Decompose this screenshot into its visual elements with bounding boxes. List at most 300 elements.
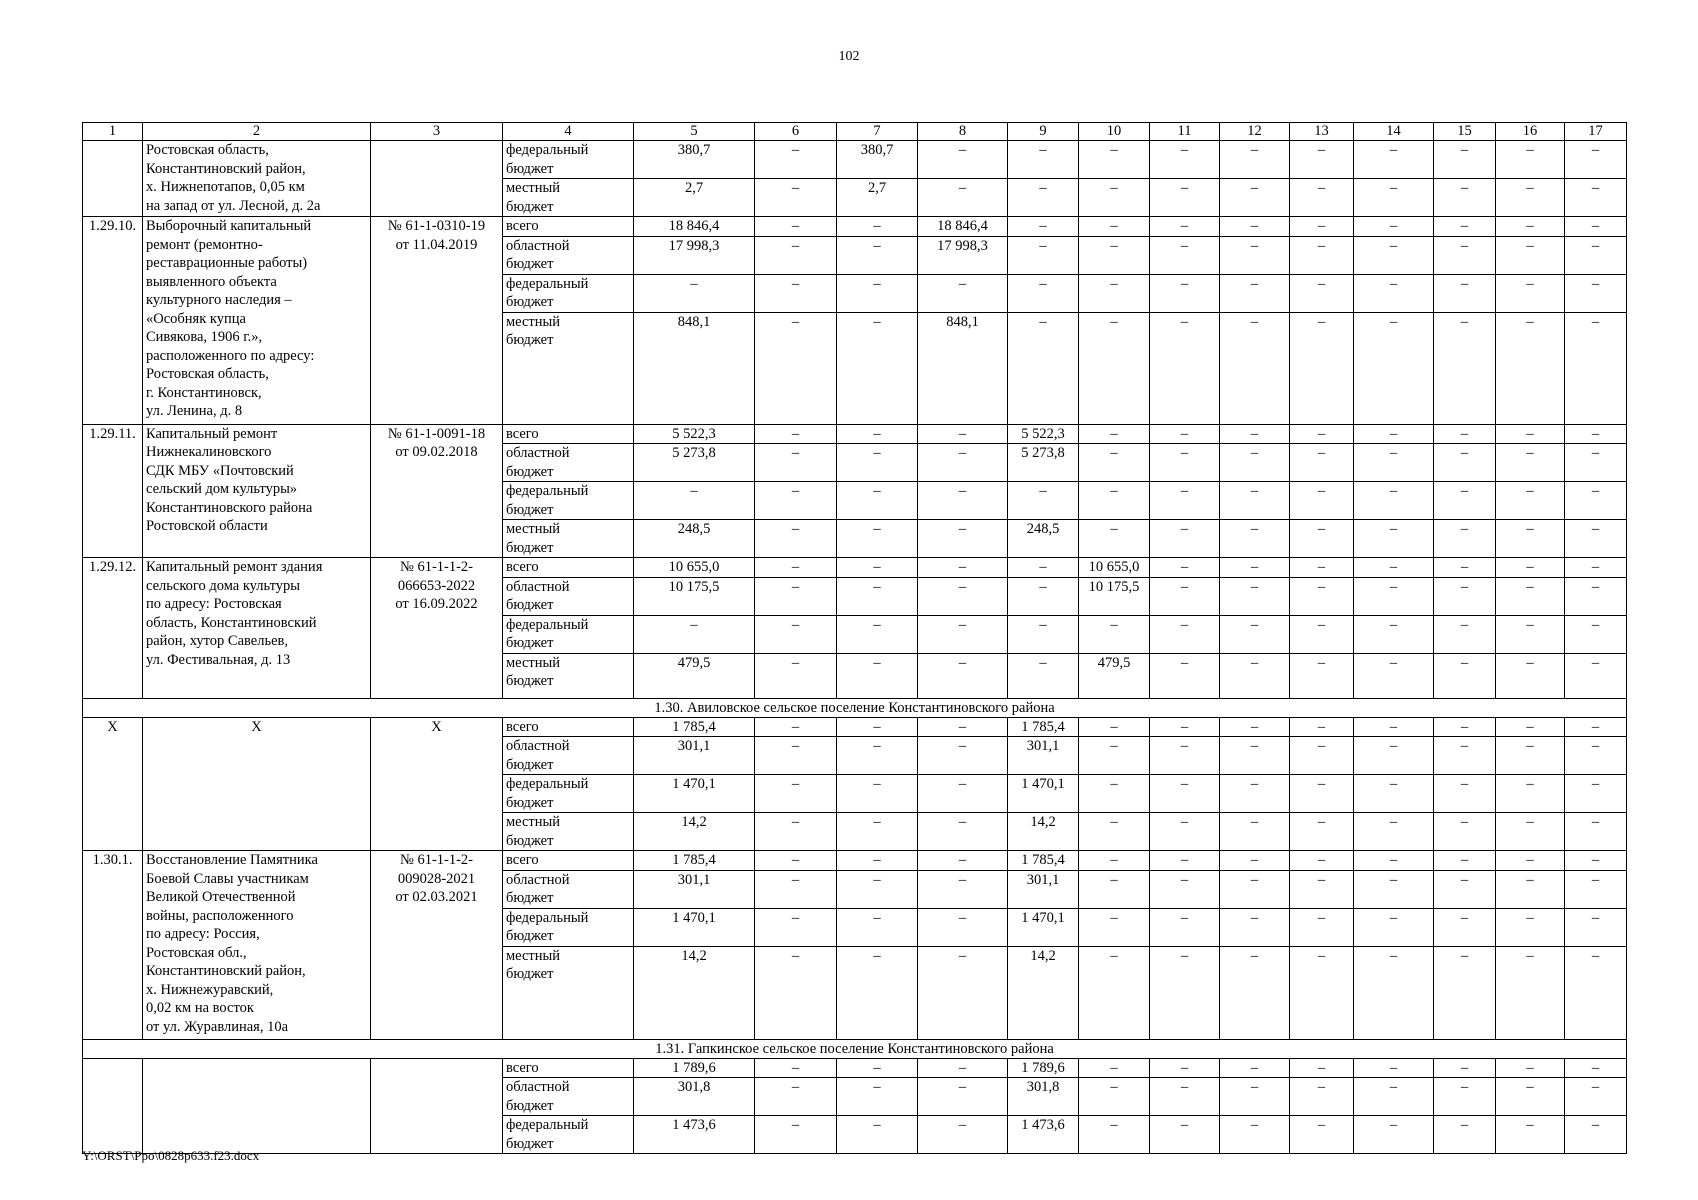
value-cell: – [1150, 312, 1220, 424]
object-name: Восстановление Памятника Боевой Славы участникам Великой Отечественной войны, расположенного по адресу: Россия, Ростовская обл., Константиновский район, х. Нижнежуравский, 0,02 км на восток от ул. Журавлиная, 10а [143, 851, 371, 1040]
value-cell: – [1008, 217, 1079, 237]
value-cell: – [1008, 236, 1079, 274]
value-cell: – [1079, 908, 1150, 946]
column-number-cell: 5 [634, 123, 755, 141]
value-cell: – [1434, 577, 1496, 615]
value-cell: – [1008, 179, 1079, 217]
table-row [83, 851, 1627, 871]
value-cell: – [1220, 1078, 1290, 1116]
value-cell: – [755, 1058, 837, 1078]
value-cell: 5 522,3 [1008, 424, 1079, 444]
value-cell: – [1496, 520, 1565, 558]
value-cell: – [1354, 274, 1434, 312]
value-cell: – [1354, 577, 1434, 615]
value-cell: – [837, 1116, 918, 1154]
value-cell: – [837, 558, 918, 578]
value-cell: 1 470,1 [634, 775, 755, 813]
value-cell: – [1565, 908, 1627, 946]
value-cell: – [1290, 558, 1354, 578]
value-cell: – [1008, 653, 1079, 698]
value-cell: – [1079, 870, 1150, 908]
value-cell: – [1150, 870, 1220, 908]
value-cell: – [1565, 775, 1627, 813]
value-cell: – [1434, 424, 1496, 444]
section-title: 1.30. Авиловское сельское поселение Константиновского района [83, 698, 1627, 717]
value-cell: 1 785,4 [1008, 851, 1079, 871]
value-cell: – [1434, 1058, 1496, 1078]
value-cell: – [1150, 520, 1220, 558]
value-cell: – [918, 1058, 1008, 1078]
budget-type: областной бюджет [503, 236, 634, 274]
value-cell: 10 655,0 [1079, 558, 1150, 578]
value-cell: – [837, 482, 918, 520]
value-cell: – [1220, 424, 1290, 444]
value-cell: – [918, 179, 1008, 217]
column-number-cell: 8 [918, 123, 1008, 141]
value-cell: – [634, 615, 755, 653]
budget-type: всего [503, 851, 634, 871]
value-cell: – [1565, 653, 1627, 698]
value-cell: 301,1 [634, 737, 755, 775]
value-cell: – [1220, 870, 1290, 908]
value-cell: 479,5 [1079, 653, 1150, 698]
budget-type: областной бюджет [503, 737, 634, 775]
file-path-footer: Y:\ORST\Ppo\0828p633.f23.docx [82, 1148, 260, 1163]
value-cell: – [1565, 520, 1627, 558]
value-cell: 10 175,5 [1079, 577, 1150, 615]
document-number: Х [371, 717, 503, 851]
value-cell: – [634, 274, 755, 312]
value-cell: 1 785,4 [634, 717, 755, 737]
value-cell: – [755, 908, 837, 946]
value-cell: – [1220, 737, 1290, 775]
value-cell: 1 785,4 [634, 851, 755, 871]
value-cell: – [1434, 946, 1496, 1039]
column-number-cell: 15 [1434, 123, 1496, 141]
value-cell: – [1079, 141, 1150, 179]
value-cell: – [1496, 813, 1565, 851]
value-cell: 380,7 [837, 141, 918, 179]
value-cell: – [1290, 444, 1354, 482]
value-cell: – [1150, 217, 1220, 237]
value-cell: – [755, 1116, 837, 1154]
value-cell: – [1496, 274, 1565, 312]
value-cell: – [755, 717, 837, 737]
value-cell: – [1434, 217, 1496, 237]
value-cell: – [634, 482, 755, 520]
column-number-cell: 10 [1079, 123, 1150, 141]
value-cell: – [918, 274, 1008, 312]
value-cell: – [918, 1078, 1008, 1116]
value-cell: – [1354, 1058, 1434, 1078]
value-cell: 10 175,5 [634, 577, 755, 615]
value-cell: – [1220, 179, 1290, 217]
value-cell: – [1354, 236, 1434, 274]
value-cell: – [755, 179, 837, 217]
item-number: 1.29.11. [83, 424, 143, 558]
value-cell: – [1079, 444, 1150, 482]
value-cell: – [755, 274, 837, 312]
value-cell: – [1290, 179, 1354, 217]
value-cell: – [1496, 870, 1565, 908]
value-cell: 248,5 [1008, 520, 1079, 558]
value-cell: 301,8 [634, 1078, 755, 1116]
value-cell: – [1434, 444, 1496, 482]
value-cell: – [1434, 870, 1496, 908]
value-cell: – [755, 236, 837, 274]
value-cell: – [1290, 520, 1354, 558]
value-cell: – [1354, 312, 1434, 424]
value-cell: – [1008, 558, 1079, 578]
document-number: № 61-1-0310-19 от 11.04.2019 [371, 217, 503, 425]
budget-type: федеральный бюджет [503, 615, 634, 653]
value-cell: – [1354, 1078, 1434, 1116]
value-cell: 1 470,1 [1008, 775, 1079, 813]
value-cell: – [755, 141, 837, 179]
value-cell: – [918, 615, 1008, 653]
value-cell: – [837, 1078, 918, 1116]
value-cell: – [1290, 482, 1354, 520]
value-cell: – [1079, 737, 1150, 775]
value-cell: 17 998,3 [634, 236, 755, 274]
value-cell: 1 473,6 [1008, 1116, 1079, 1154]
value-cell: – [755, 1078, 837, 1116]
value-cell: – [1150, 274, 1220, 312]
value-cell: – [837, 424, 918, 444]
table-row [83, 1058, 1627, 1078]
value-cell: 848,1 [634, 312, 755, 424]
value-cell: – [837, 775, 918, 813]
value-cell: – [1434, 1116, 1496, 1154]
value-cell: – [918, 558, 1008, 578]
value-cell: – [1290, 908, 1354, 946]
value-cell: – [1220, 274, 1290, 312]
value-cell: – [1565, 717, 1627, 737]
value-cell: – [1220, 217, 1290, 237]
value-cell: – [1220, 813, 1290, 851]
budget-type: местный бюджет [503, 813, 634, 851]
budget-type: всего [503, 717, 634, 737]
value-cell: – [1434, 141, 1496, 179]
value-cell: 14,2 [1008, 813, 1079, 851]
value-cell: – [1079, 1058, 1150, 1078]
value-cell: – [1496, 717, 1565, 737]
budget-type: местный бюджет [503, 653, 634, 698]
value-cell: 301,1 [1008, 870, 1079, 908]
value-cell: – [1150, 444, 1220, 482]
value-cell: – [1565, 444, 1627, 482]
value-cell: – [1496, 1078, 1565, 1116]
value-cell: – [1565, 141, 1627, 179]
value-cell: – [1008, 274, 1079, 312]
column-number-cell: 11 [1150, 123, 1220, 141]
value-cell: – [1220, 775, 1290, 813]
value-cell: – [918, 141, 1008, 179]
value-cell: – [1354, 217, 1434, 237]
value-cell: 14,2 [1008, 946, 1079, 1039]
value-cell: – [1565, 482, 1627, 520]
value-cell: – [1290, 870, 1354, 908]
value-cell: – [1496, 482, 1565, 520]
value-cell: – [1290, 1058, 1354, 1078]
value-cell: 248,5 [634, 520, 755, 558]
item-number [83, 1058, 143, 1154]
value-cell: – [755, 424, 837, 444]
value-cell: – [1565, 274, 1627, 312]
value-cell: – [918, 851, 1008, 871]
value-cell: – [755, 444, 837, 482]
value-cell: – [1434, 520, 1496, 558]
value-cell: – [1434, 851, 1496, 871]
budget-type: федеральный бюджет [503, 141, 634, 179]
budget-type: местный бюджет [503, 179, 634, 217]
value-cell: – [1434, 274, 1496, 312]
value-cell: 14,2 [634, 946, 755, 1039]
value-cell: – [1434, 236, 1496, 274]
column-number-cell: 4 [503, 123, 634, 141]
value-cell: – [837, 908, 918, 946]
value-cell: – [1434, 1078, 1496, 1116]
value-cell: – [1150, 946, 1220, 1039]
item-number: Х [83, 717, 143, 851]
value-cell: – [755, 737, 837, 775]
value-cell: – [1354, 1116, 1434, 1154]
value-cell: – [1496, 851, 1565, 871]
value-cell: – [1434, 653, 1496, 698]
value-cell: 18 846,4 [918, 217, 1008, 237]
value-cell: – [1220, 520, 1290, 558]
budget-type: местный бюджет [503, 520, 634, 558]
value-cell: – [1496, 217, 1565, 237]
document-number [371, 1058, 503, 1154]
value-cell: 17 998,3 [918, 236, 1008, 274]
value-cell: – [1079, 520, 1150, 558]
value-cell: – [755, 217, 837, 237]
value-cell: 5 273,8 [1008, 444, 1079, 482]
value-cell: – [1079, 217, 1150, 237]
value-cell: – [755, 520, 837, 558]
item-number: 1.29.12. [83, 558, 143, 699]
value-cell: – [918, 775, 1008, 813]
object-name: Х [143, 717, 371, 851]
budget-type: местный бюджет [503, 946, 634, 1039]
value-cell: – [1434, 482, 1496, 520]
value-cell: – [918, 424, 1008, 444]
value-cell: – [1150, 179, 1220, 217]
value-cell: – [1354, 908, 1434, 946]
value-cell: – [1150, 482, 1220, 520]
value-cell: – [1565, 424, 1627, 444]
object-name: Выборочный капитальный ремонт (ремонтно- реставрационные работы) выявленного объекта культурного наследия – «Особняк купца Сивякова, 1906 г.», расположенного по адресу: Ростовская область, г. Константиновск, ул. Ленина, д. 8 [143, 217, 371, 425]
value-cell: 5 522,3 [634, 424, 755, 444]
value-cell: – [1220, 444, 1290, 482]
value-cell: – [1220, 236, 1290, 274]
value-cell: – [1150, 653, 1220, 698]
value-cell: – [1079, 482, 1150, 520]
value-cell: – [1434, 312, 1496, 424]
column-number-cell: 17 [1565, 123, 1627, 141]
column-number-cell: 7 [837, 123, 918, 141]
value-cell: 14,2 [634, 813, 755, 851]
value-cell: – [1290, 424, 1354, 444]
value-cell: – [1434, 813, 1496, 851]
value-cell: – [1565, 851, 1627, 871]
value-cell: – [1150, 577, 1220, 615]
value-cell: – [1565, 615, 1627, 653]
budget-type: местный бюджет [503, 312, 634, 424]
value-cell: – [1290, 737, 1354, 775]
value-cell: – [1354, 851, 1434, 871]
value-cell: – [1565, 1116, 1627, 1154]
value-cell: – [837, 236, 918, 274]
item-number [83, 141, 143, 217]
value-cell: – [1354, 520, 1434, 558]
value-cell: – [1079, 775, 1150, 813]
budget-type: областной бюджет [503, 870, 634, 908]
value-cell: 1 470,1 [1008, 908, 1079, 946]
value-cell: – [1565, 1078, 1627, 1116]
value-cell: – [1150, 236, 1220, 274]
value-cell: – [1565, 577, 1627, 615]
table-row [83, 558, 1627, 578]
value-cell: – [1565, 813, 1627, 851]
value-cell: – [1220, 717, 1290, 737]
budget-type: федеральный бюджет [503, 274, 634, 312]
value-cell: – [1354, 813, 1434, 851]
value-cell: – [1290, 141, 1354, 179]
value-cell: – [1496, 179, 1565, 217]
value-cell: – [1150, 558, 1220, 578]
value-cell: – [1008, 577, 1079, 615]
value-cell: – [1220, 946, 1290, 1039]
value-cell: – [1220, 141, 1290, 179]
value-cell: 848,1 [918, 312, 1008, 424]
value-cell: 1 785,4 [1008, 717, 1079, 737]
value-cell: – [1150, 615, 1220, 653]
value-cell: – [1079, 312, 1150, 424]
value-cell: 1 789,6 [1008, 1058, 1079, 1078]
value-cell: – [1496, 236, 1565, 274]
value-cell: – [1496, 444, 1565, 482]
value-cell: 2,7 [634, 179, 755, 217]
value-cell: – [1079, 851, 1150, 871]
value-cell: – [1354, 870, 1434, 908]
value-cell: – [1434, 775, 1496, 813]
value-cell: – [1496, 908, 1565, 946]
value-cell: – [918, 577, 1008, 615]
value-cell: – [1565, 870, 1627, 908]
value-cell: – [1354, 141, 1434, 179]
table-row [83, 717, 1627, 737]
value-cell: – [837, 577, 918, 615]
value-cell: – [1079, 179, 1150, 217]
document-number: № 61-1-1-2- 009028-2021 от 02.03.2021 [371, 851, 503, 1040]
value-cell: – [918, 653, 1008, 698]
value-cell: – [755, 851, 837, 871]
value-cell: – [1150, 1058, 1220, 1078]
value-cell: 18 846,4 [634, 217, 755, 237]
value-cell: – [1496, 946, 1565, 1039]
budget-type: областной бюджет [503, 444, 634, 482]
value-cell: – [1079, 615, 1150, 653]
value-cell: 5 273,8 [634, 444, 755, 482]
budget-type: всего [503, 1058, 634, 1078]
value-cell: – [1565, 312, 1627, 424]
value-cell: – [1150, 775, 1220, 813]
value-cell: – [1290, 312, 1354, 424]
value-cell: – [755, 775, 837, 813]
value-cell: – [1150, 737, 1220, 775]
value-cell: – [1565, 946, 1627, 1039]
value-cell: – [1354, 946, 1434, 1039]
value-cell: – [1565, 737, 1627, 775]
value-cell: – [837, 520, 918, 558]
value-cell: – [1565, 179, 1627, 217]
value-cell: – [918, 946, 1008, 1039]
value-cell: – [918, 813, 1008, 851]
value-cell: – [1496, 577, 1565, 615]
value-cell: – [837, 653, 918, 698]
value-cell: – [1496, 653, 1565, 698]
value-cell: – [1354, 424, 1434, 444]
column-number-cell: 16 [1496, 123, 1565, 141]
value-cell: – [1354, 775, 1434, 813]
value-cell: – [1220, 1116, 1290, 1154]
value-cell: – [1290, 717, 1354, 737]
value-cell: – [1220, 851, 1290, 871]
object-name [143, 1058, 371, 1154]
section-title: 1.31. Гапкинское сельское поселение Константиновского района [83, 1039, 1627, 1058]
value-cell: – [1079, 1116, 1150, 1154]
value-cell: – [837, 444, 918, 482]
value-cell: – [1150, 424, 1220, 444]
value-cell: – [1434, 908, 1496, 946]
value-cell: – [1496, 615, 1565, 653]
value-cell: – [1354, 179, 1434, 217]
column-number-cell: 14 [1354, 123, 1434, 141]
value-cell: – [1354, 558, 1434, 578]
object-name: Капитальный ремонт здания сельского дома культуры по адресу: Ростовская область, Константиновский район, хутор Савельев, ул. Фестивальная, д. 13 [143, 558, 371, 699]
value-cell: – [918, 1116, 1008, 1154]
value-cell: – [1496, 775, 1565, 813]
value-cell: – [1220, 653, 1290, 698]
value-cell: – [1220, 577, 1290, 615]
value-cell: – [1354, 717, 1434, 737]
column-number-cell: 2 [143, 123, 371, 141]
value-cell: – [755, 870, 837, 908]
value-cell: – [1565, 217, 1627, 237]
value-cell: – [1220, 615, 1290, 653]
value-cell: – [1150, 851, 1220, 871]
document-number: № 61-1-0091-18 от 09.02.2018 [371, 424, 503, 558]
value-cell: – [1150, 813, 1220, 851]
value-cell: – [1290, 851, 1354, 871]
value-cell: 301,8 [1008, 1078, 1079, 1116]
value-cell: – [837, 946, 918, 1039]
value-cell: – [1354, 482, 1434, 520]
column-number-cell: 1 [83, 123, 143, 141]
value-cell: – [918, 870, 1008, 908]
budget-type: федеральный бюджет [503, 775, 634, 813]
value-cell: – [1079, 236, 1150, 274]
table-row [83, 217, 1627, 237]
value-cell: – [1290, 236, 1354, 274]
value-cell: – [918, 908, 1008, 946]
budget-type: всего [503, 217, 634, 237]
value-cell: – [837, 813, 918, 851]
value-cell: – [1290, 775, 1354, 813]
value-cell: 1 789,6 [634, 1058, 755, 1078]
